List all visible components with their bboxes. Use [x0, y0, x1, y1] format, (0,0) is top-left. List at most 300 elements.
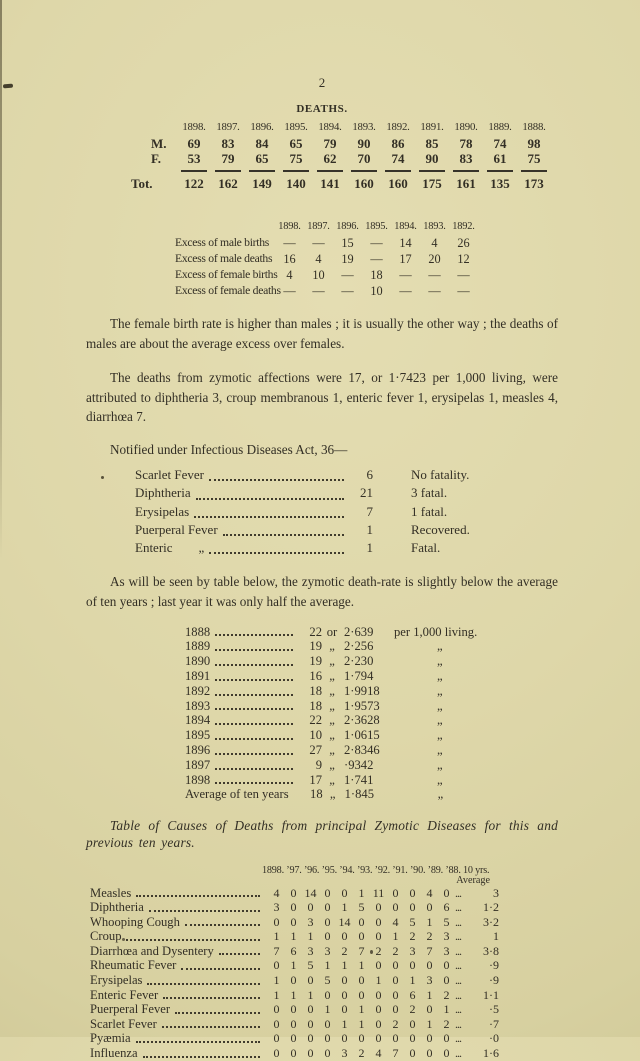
yearly-value-cell: 1	[358, 1016, 365, 1031]
excess-value-cell: —	[428, 268, 441, 282]
disease-entry	[90, 958, 268, 973]
yearly-value-cell: 0	[392, 900, 399, 915]
deaths-value-cell: 79	[221, 151, 235, 166]
disease-label: Puerperal Fever	[135, 521, 218, 537]
excess-value-cell: 16	[283, 252, 296, 266]
zymotic-row	[90, 915, 558, 930]
sum-rule-cell	[313, 167, 347, 176]
year-header-cell: 1889.	[488, 121, 512, 133]
outcome-note: Recovered.	[411, 521, 470, 537]
conjunction: „	[329, 742, 335, 757]
year-label: 1897	[185, 757, 211, 772]
paragraph-table-intro: As will be seen by table below, the zymotic death-rate is slightly below the average of ten years ; last year it was only half the average.	[86, 574, 558, 609]
yearly-value-cell: 3	[324, 943, 331, 958]
dotted-leader	[147, 983, 260, 985]
ellipsis-separator: ...	[455, 987, 461, 1002]
total-value-cell: 161	[456, 175, 476, 191]
yearly-value-cell: 1	[273, 973, 280, 988]
rate-entry	[185, 758, 322, 773]
yearly-value-cell: 0	[273, 1046, 280, 1061]
rate-suffix: „	[437, 668, 443, 683]
yearly-value-cell: 0	[392, 1002, 399, 1017]
average-value: ·9	[489, 958, 499, 973]
yearly-value-cell: 0	[273, 1016, 280, 1031]
disease-entry	[90, 900, 268, 915]
zymotic-table-title: Table of Causes of Deaths from principal Zymotic Diseases for this and previous ten years.	[86, 818, 558, 850]
row-label: Tot.	[131, 175, 153, 191]
rate-entry	[185, 669, 322, 684]
conjunction: „	[329, 654, 335, 669]
conjunction: „	[329, 698, 335, 713]
paragraph-zymotic-deaths: The deaths from zymotic affections were 17, or 1·7423 per 1,000 living, were attributed to diphtheria 3, croup membranous 1, enteric fever 1, erysipelas 1, measles 4, diarrhœa 7.	[86, 370, 558, 425]
dotted-leader	[215, 649, 293, 651]
ellipsis-separator: ...	[455, 885, 461, 900]
year-label: Average of ten years	[185, 787, 289, 802]
yearly-value-cell: 0	[409, 958, 416, 973]
case-count: 1	[366, 521, 373, 537]
row-label-spacer	[131, 120, 177, 136]
year-header-cell: 1891.	[420, 121, 444, 133]
rate-value: 2·230	[344, 654, 374, 669]
total-value-cell: 173	[524, 175, 544, 191]
yearly-value-cell: 0	[290, 1016, 297, 1031]
excess-row	[175, 267, 558, 283]
yearly-value-cell: 0	[375, 987, 382, 1002]
yearly-value-cell: 3	[443, 929, 450, 944]
yearly-value-cell: 0	[341, 885, 348, 900]
excess-value-cell: 15	[341, 236, 354, 250]
year-header-cell: 1897.	[307, 221, 330, 232]
dotted-leader	[143, 1056, 260, 1058]
year-label: 1895	[185, 728, 211, 743]
yearly-value-cell: 0	[290, 1046, 297, 1061]
zymotic-row	[90, 958, 558, 973]
notified-row	[135, 503, 558, 521]
zymotic-row	[90, 886, 558, 901]
notified-heading: Notified under Infectious Diseases Act, 36—	[110, 442, 348, 458]
disease-entry	[90, 944, 268, 959]
yearly-value-cell: 3	[409, 943, 416, 958]
male-deaths-row	[131, 136, 558, 152]
yearly-value-cell: 0	[307, 900, 314, 915]
deaths-value-cell: 62	[323, 151, 337, 166]
average-value: ·0	[489, 1031, 499, 1046]
zymotic-row	[90, 988, 558, 1003]
notified-list	[135, 466, 558, 557]
excess-row-label: Excess of male births	[175, 236, 269, 249]
ellipsis-separator: ...	[455, 929, 461, 944]
death-count: 19	[309, 639, 322, 654]
disease-entry	[90, 1031, 268, 1046]
year-label: 1889	[185, 639, 211, 654]
year-label: 1892	[185, 683, 211, 698]
excess-value-cell: —	[428, 284, 441, 298]
yearly-value-cell: 0	[290, 973, 297, 988]
death-count: 16	[309, 668, 322, 683]
zymotic-rates-list	[185, 625, 558, 803]
dotted-leader	[194, 516, 344, 518]
yearly-value-cell: 1	[426, 1016, 433, 1031]
yearly-value-cell: 0	[375, 1031, 382, 1046]
excess-value-cell: —	[457, 268, 470, 282]
deaths-value-cell: 85	[425, 135, 439, 151]
yearly-value-cell: 0	[324, 1046, 331, 1061]
average-value: 1	[493, 929, 499, 944]
yearly-value-cell: 0	[426, 958, 433, 973]
dotted-leader	[163, 997, 260, 999]
rate-row	[185, 773, 558, 788]
total-value-cell: 140	[286, 175, 306, 191]
disease-entry	[90, 1002, 268, 1017]
yearly-value-cell: 2	[341, 943, 348, 958]
year-header-cell: 1894.	[318, 121, 342, 133]
conjunction: „	[329, 668, 335, 683]
year-header-cell: 1896.	[250, 121, 274, 133]
zymotic-row	[90, 973, 558, 988]
rate-row	[185, 713, 558, 728]
sum-rule-cell	[177, 167, 211, 176]
yearly-value-cell: 0	[358, 973, 365, 988]
rate-suffix: „	[437, 772, 443, 787]
disease-entry	[90, 1017, 268, 1032]
year-header-cell: 1898.	[278, 221, 301, 232]
excess-value-cell: 10	[370, 284, 383, 298]
average-value: 1·1	[483, 987, 499, 1002]
yearly-value-cell: 14	[338, 914, 351, 929]
excess-row-label: Excess of male deaths	[175, 252, 273, 265]
disease-label: Enteric Fever	[90, 987, 159, 1002]
yearly-value-cell: 2	[443, 987, 450, 1002]
yearly-value-cell: 2	[358, 1046, 365, 1061]
yearly-value-cell: 0	[341, 987, 348, 1002]
disease-label: Diarrhœa and Dysentery	[90, 943, 214, 958]
yearly-value-cell: 0	[392, 958, 399, 973]
yearly-value-cell: 0	[290, 1031, 297, 1046]
ink-speck	[122, 938, 125, 941]
yearly-value-cell: 0	[409, 1046, 416, 1061]
deaths-value-cell: 75	[289, 151, 303, 166]
yearly-value-cell: 4	[426, 885, 433, 900]
rate-entry	[185, 625, 322, 640]
case-count: 1	[366, 539, 373, 555]
yearly-value-cell: 0	[358, 914, 365, 929]
rate-entry	[185, 639, 322, 654]
rate-row	[185, 787, 558, 802]
sum-rule	[453, 170, 479, 172]
yearly-value-cell: 7	[273, 943, 280, 958]
rate-row	[185, 743, 558, 758]
yearly-value-cell: 0	[341, 1031, 348, 1046]
yearly-value-cell: 3	[307, 943, 314, 958]
excess-value-cell: —	[399, 284, 412, 298]
outcome-note: 3 fatal.	[411, 485, 448, 501]
notified-entry	[135, 466, 373, 484]
dotted-leader	[215, 634, 293, 636]
deaths-value-cell: 65	[255, 151, 269, 166]
zymotic-row	[90, 900, 558, 915]
dotted-leader	[215, 782, 293, 784]
deaths-value-cell: 83	[221, 135, 235, 151]
yearly-value-cell: 0	[307, 1002, 314, 1017]
yearly-value-cell: 0	[341, 1002, 348, 1017]
yearly-value-cell: 7	[426, 943, 433, 958]
yearly-value-cell: 1	[290, 987, 297, 1002]
row-label-spacer	[131, 167, 177, 176]
rate-value: 1·0615	[344, 728, 380, 743]
rate-row	[185, 684, 558, 699]
disease-label: Diphtheria	[90, 900, 144, 915]
dotted-leader	[215, 753, 293, 755]
yearly-value-cell: 7	[358, 943, 365, 958]
disease-label: Rheumatic Fever	[90, 958, 177, 973]
excess-value-cell: 4	[286, 268, 293, 282]
excess-value-cell: 14	[399, 236, 412, 250]
yearly-value-cell: 1	[375, 973, 382, 988]
disease-label: Measles	[90, 885, 132, 900]
rate-suffix: „	[437, 787, 444, 802]
dotted-leader	[223, 534, 344, 536]
dotted-leader	[209, 479, 344, 481]
deaths-value-cell: 90	[357, 135, 371, 151]
outcome-note: Fatal.	[411, 539, 441, 555]
excess-value-cell: 12	[457, 252, 470, 266]
sum-rule	[487, 170, 513, 172]
yearly-value-cell: 0	[307, 1031, 314, 1046]
zymotic-row	[90, 944, 558, 959]
yearly-value-cell: 0	[375, 929, 382, 944]
death-count: 18	[309, 683, 322, 698]
death-count: 10	[309, 728, 322, 743]
notified-row	[135, 539, 558, 557]
female-deaths-row	[131, 151, 558, 167]
rate-value: 2·256	[344, 639, 374, 654]
yearly-value-cell: 6	[443, 900, 450, 915]
ink-speck	[370, 950, 373, 954]
rate-value: 1·845	[344, 787, 374, 802]
yearly-value-cell: 0	[324, 914, 331, 929]
yearly-value-cell: 2	[392, 1016, 399, 1031]
disease-entry	[90, 915, 268, 930]
excess-years-row	[175, 219, 558, 235]
yearly-value-cell: 0	[392, 885, 399, 900]
sum-rule-cell	[381, 167, 415, 176]
yearly-value-cell: 7	[392, 1046, 399, 1061]
yearly-value-cell: 5	[409, 914, 416, 929]
yearly-value-cell: 5	[307, 958, 314, 973]
rate-value: 2·3628	[344, 713, 380, 728]
zymotic-row	[90, 1002, 558, 1017]
zymotic-years-header: 1898. ’97. ’96. ’95. ’94. ’93. ’92. ’91. ’90. ’89. ’88. 10 yrs.	[262, 864, 490, 876]
deaths-value-cell: 61	[493, 151, 507, 166]
yearly-value-cell: 1	[358, 885, 365, 900]
death-count: 17	[309, 772, 322, 787]
rate-value: ·9342	[344, 757, 374, 772]
yearly-value-cell: 1	[392, 929, 399, 944]
year-label: 1896	[185, 742, 211, 757]
rate-row	[185, 639, 558, 654]
disease-entry	[90, 973, 268, 988]
year-header-cell: 1888.	[522, 121, 546, 133]
rate-entry	[185, 654, 322, 669]
yearly-value-cell: 1	[324, 958, 331, 973]
disease-label: Enteric	[135, 539, 173, 555]
sum-rule	[181, 170, 207, 172]
death-count: 18	[309, 698, 322, 713]
excess-row-label: Excess of female deaths	[175, 284, 281, 297]
yearly-value-cell: 0	[273, 1031, 280, 1046]
yearly-value-cell: 3	[307, 914, 314, 929]
sum-rule	[317, 170, 343, 172]
conjunction: „	[329, 757, 335, 772]
yearly-value-cell: 1	[409, 973, 416, 988]
average-value: ·9	[489, 973, 499, 988]
zymotic-average-header: Average	[456, 874, 490, 886]
ellipsis-separator: ...	[455, 943, 461, 958]
deaths-table	[131, 120, 558, 191]
yearly-value-cell: 1	[426, 987, 433, 1002]
death-count: 27	[309, 742, 322, 757]
year-header-cell: 1893.	[423, 221, 446, 232]
rate-suffix: „	[437, 698, 443, 713]
excess-value-cell: 10	[312, 268, 325, 282]
total-value-cell: 160	[388, 175, 408, 191]
rate-entry	[185, 787, 323, 802]
dotted-leader	[196, 498, 344, 500]
rate-value: 1·794	[344, 668, 374, 683]
rate-row	[185, 758, 558, 773]
yearly-value-cell: 0	[358, 929, 365, 944]
ink-speck	[3, 84, 13, 89]
yearly-value-cell: 0	[307, 973, 314, 988]
zymotic-rows	[90, 886, 558, 1061]
ink-speck	[101, 476, 104, 479]
sum-rule-row	[131, 167, 558, 176]
rate-suffix: „	[437, 757, 443, 772]
disease-label: Diphtheria	[135, 485, 191, 501]
death-count: 18	[310, 787, 323, 802]
sum-rule	[385, 170, 411, 172]
sum-rule-cell	[449, 167, 483, 176]
disease-entry	[90, 1046, 268, 1061]
year-header-cell: 1896.	[336, 221, 359, 232]
excess-value-cell: —	[312, 284, 325, 298]
year-label: 1893	[185, 698, 211, 713]
rate-value: 2·639	[344, 624, 374, 639]
dotted-leader	[215, 664, 293, 666]
disease-entry	[90, 886, 268, 901]
average-value: ·7	[489, 1016, 499, 1031]
notified-row	[135, 521, 558, 539]
sum-rule-cell	[211, 167, 245, 176]
deaths-value-cell: 74	[391, 151, 405, 166]
dotted-leader	[215, 679, 293, 681]
disease-label: Erysipelas	[90, 973, 143, 988]
rate-row	[185, 728, 558, 743]
total-value-cell: 149	[252, 175, 272, 191]
ditto-mark: „	[198, 539, 205, 555]
yearly-value-cell: 0	[375, 900, 382, 915]
dotted-leader	[215, 768, 293, 770]
conjunction: „	[329, 683, 335, 698]
ellipsis-separator: ...	[455, 958, 461, 973]
page-number: 2	[318, 75, 326, 90]
yearly-value-cell: 0	[358, 987, 365, 1002]
yearly-value-cell: 5	[443, 914, 450, 929]
sum-rule	[419, 170, 445, 172]
disease-label: Whooping Cough	[90, 914, 180, 929]
death-count: 22	[309, 713, 322, 728]
conjunction: or	[326, 624, 338, 639]
deaths-value-cell: 70	[357, 151, 371, 166]
ellipsis-separator: ...	[455, 1046, 461, 1061]
yearly-value-cell: 14	[304, 885, 317, 900]
rate-entry	[185, 699, 322, 714]
year-header-cell: 1890.	[454, 121, 478, 133]
sum-rule	[249, 170, 275, 172]
yearly-value-cell: 0	[443, 958, 450, 973]
rate-suffix: „	[437, 713, 443, 728]
excess-value-cell: —	[457, 284, 470, 298]
yearly-value-cell: 5	[324, 973, 331, 988]
yearly-value-cell: 2	[409, 1002, 416, 1017]
notified-entry	[135, 503, 373, 521]
year-label: 1888	[185, 624, 211, 639]
yearly-value-cell: 0	[273, 958, 280, 973]
yearly-value-cell: 0	[426, 1002, 433, 1017]
sum-rule	[215, 170, 241, 172]
deaths-value-cell: 78	[459, 135, 473, 151]
yearly-value-cell: 0	[341, 973, 348, 988]
death-count: 22	[309, 624, 322, 639]
zymotic-table	[90, 865, 558, 1061]
yearly-value-cell: 0	[358, 1031, 365, 1046]
yearly-value-cell: 0	[443, 885, 450, 900]
yearly-value-cell: 6	[290, 943, 297, 958]
dotted-leader	[185, 924, 260, 926]
yearly-value-cell: 0	[290, 1002, 297, 1017]
excess-value-cell: 4	[431, 236, 438, 250]
excess-row	[175, 283, 558, 299]
yearly-value-cell: 0	[375, 914, 382, 929]
scan-edge-artifact	[0, 0, 2, 560]
yearly-value-cell: 0	[290, 885, 297, 900]
conjunction: „	[329, 728, 335, 743]
yearly-value-cell: 0	[392, 1031, 399, 1046]
outcome-note: No fatality.	[411, 467, 470, 483]
sum-rule-cell	[483, 167, 517, 176]
sum-rule	[351, 170, 377, 172]
dotted-leader	[215, 723, 293, 725]
excess-value-cell: —	[341, 268, 354, 282]
yearly-value-cell: 0	[392, 973, 399, 988]
yearly-value-cell: 0	[307, 1046, 314, 1061]
year-label: 1891	[185, 668, 211, 683]
yearly-value-cell: 0	[324, 900, 331, 915]
average-value: ·5	[489, 1002, 499, 1017]
ellipsis-separator: ...	[455, 914, 461, 929]
rate-suffix: „	[437, 742, 443, 757]
dotted-leader	[209, 552, 344, 554]
dotted-leader	[175, 1012, 260, 1014]
case-count: 6	[366, 467, 373, 483]
deaths-value-cell: 79	[323, 135, 337, 151]
notified-entry	[135, 484, 373, 502]
notified-row	[135, 484, 558, 502]
yearly-value-cell: 0	[375, 1002, 382, 1017]
yearly-value-cell: 0	[409, 1031, 416, 1046]
yearly-value-cell: 1	[341, 958, 348, 973]
year-label: 1898	[185, 772, 211, 787]
